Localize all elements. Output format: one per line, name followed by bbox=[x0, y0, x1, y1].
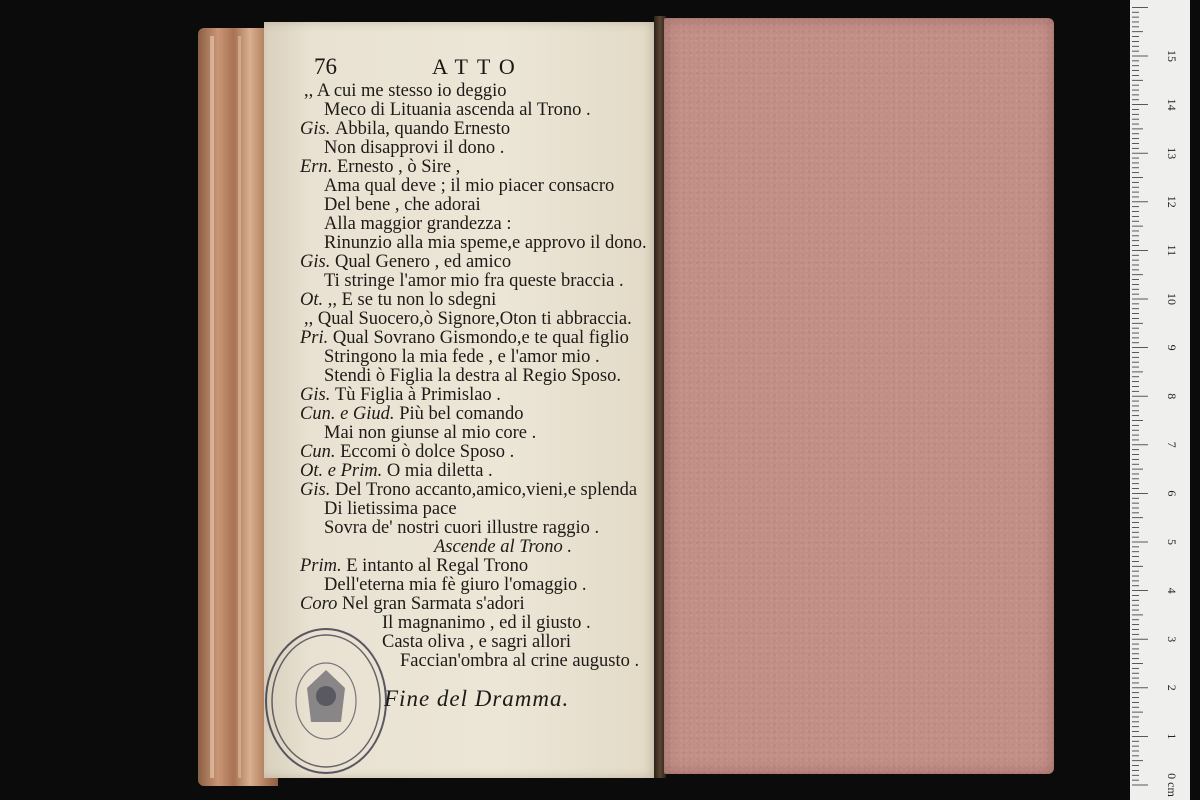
ruler-label: 13 bbox=[1165, 147, 1179, 160]
line-text: Qual Genero , ed amico bbox=[334, 252, 512, 272]
line-text: Del Trono accanto,amico,vieni,e splenda bbox=[334, 480, 638, 500]
line-text: Stringono la mia fede , e l'amor mio . bbox=[324, 347, 600, 367]
line-text: Ernesto , ò Sire , bbox=[337, 157, 461, 177]
ruler-label: 3 bbox=[1165, 636, 1179, 643]
line-text: Nel gran Sarmata s'adori bbox=[341, 594, 525, 614]
running-head: ATTO bbox=[432, 54, 524, 79]
line-text: ,, E se tu non lo sdegni bbox=[327, 290, 497, 310]
line-text: Mai non giunse al mio core . bbox=[324, 423, 537, 443]
ruler-label: 5 bbox=[1165, 539, 1179, 545]
line-text: ,, Qual Suocero,ò Signore,Oton ti abbraccia. bbox=[304, 309, 632, 329]
line-text: Abbila, quando Ernesto bbox=[334, 119, 511, 139]
line-text: Non disapprovi il dono . bbox=[324, 138, 505, 158]
ruler-label: 2 bbox=[1165, 684, 1179, 691]
speaker-label: Prim. bbox=[300, 556, 342, 576]
ruler-label: 14 bbox=[1165, 98, 1179, 111]
line-text: Di lietissima pace bbox=[324, 499, 457, 519]
line-text: Tù Figlia à Primislao . bbox=[334, 385, 501, 405]
ending-line: Fine del Dramma. bbox=[384, 686, 570, 711]
library-stamp bbox=[265, 628, 387, 774]
line-text: Faccian'ombra al crine augusto . bbox=[400, 651, 640, 671]
ruler-label: 10 bbox=[1165, 293, 1179, 305]
measuring-ruler bbox=[1130, 0, 1190, 800]
ruler-label: 11 bbox=[1165, 244, 1179, 257]
line-text: Sovra de' nostri cuori illustre raggio . bbox=[324, 518, 600, 538]
speaker-label: Cun. bbox=[300, 442, 336, 462]
speaker-label: Gis. bbox=[300, 252, 331, 272]
speaker-label: Ot. bbox=[300, 290, 324, 310]
line-text: Alla maggior grandezza : bbox=[324, 214, 512, 234]
ruler-label: 1 bbox=[1165, 733, 1179, 740]
text-line bbox=[400, 650, 639, 672]
ruler-label: 4 bbox=[1165, 587, 1179, 594]
endpaper-board bbox=[664, 18, 1054, 774]
ruler-label: 6 bbox=[1165, 490, 1179, 497]
line-text: Qual Sovrano Gismondo,e te qual figlio bbox=[332, 328, 629, 348]
line-text: Ti stringe l'amor mio fra queste braccia . bbox=[324, 271, 624, 291]
line-text: Il magnanimo , ed il giusto . bbox=[382, 613, 591, 633]
ruler-label: 12 bbox=[1165, 195, 1179, 208]
line-text: Rinunzio alla mia speme,e approvo il dono. bbox=[324, 233, 647, 253]
line-text: Dell'eterna mia fè giuro l'omaggio . bbox=[324, 575, 587, 595]
speaker-label: Gis. bbox=[300, 385, 331, 405]
line-text: O mia diletta . bbox=[386, 461, 493, 481]
ruler-label: 8 bbox=[1165, 393, 1179, 400]
ruler-label: 7 bbox=[1165, 441, 1179, 448]
line-text: Più bel comando bbox=[399, 404, 524, 424]
speaker-label: Gis. bbox=[300, 480, 331, 500]
line-text: Ascende al Trono . bbox=[434, 537, 573, 557]
speaker-label: Gis. bbox=[300, 119, 331, 139]
speaker-label: Coro bbox=[300, 594, 338, 614]
ruler-label: 0 cm bbox=[1165, 773, 1179, 797]
line-text: Stendi ò Figlia la destra al Regio Sposo. bbox=[324, 366, 622, 386]
line-text: ,, A cui me stesso io deggio bbox=[304, 81, 507, 101]
line-text: Ama qual deve ; il mio piacer consacro bbox=[324, 176, 615, 196]
line-text: Eccomi ò dolce Sposo . bbox=[340, 442, 515, 462]
ruler-label: 15 bbox=[1165, 50, 1179, 62]
ruler-label: 9 bbox=[1165, 344, 1179, 351]
line-text: Casta oliva , e sagri allori bbox=[382, 632, 572, 652]
speaker-label: Pri. bbox=[300, 328, 329, 348]
speaker-label: Ot. e Prim. bbox=[300, 461, 383, 481]
line-text: Del bene , che adorai bbox=[324, 195, 481, 215]
page-number: 76 bbox=[314, 54, 337, 79]
speaker-label: Ern. bbox=[300, 157, 333, 177]
line-text: Meco di Lituania ascenda al Trono . bbox=[324, 100, 591, 120]
line-text: E intanto al Regal Trono bbox=[346, 556, 529, 576]
speaker-label: Cun. e Giud. bbox=[300, 404, 395, 424]
